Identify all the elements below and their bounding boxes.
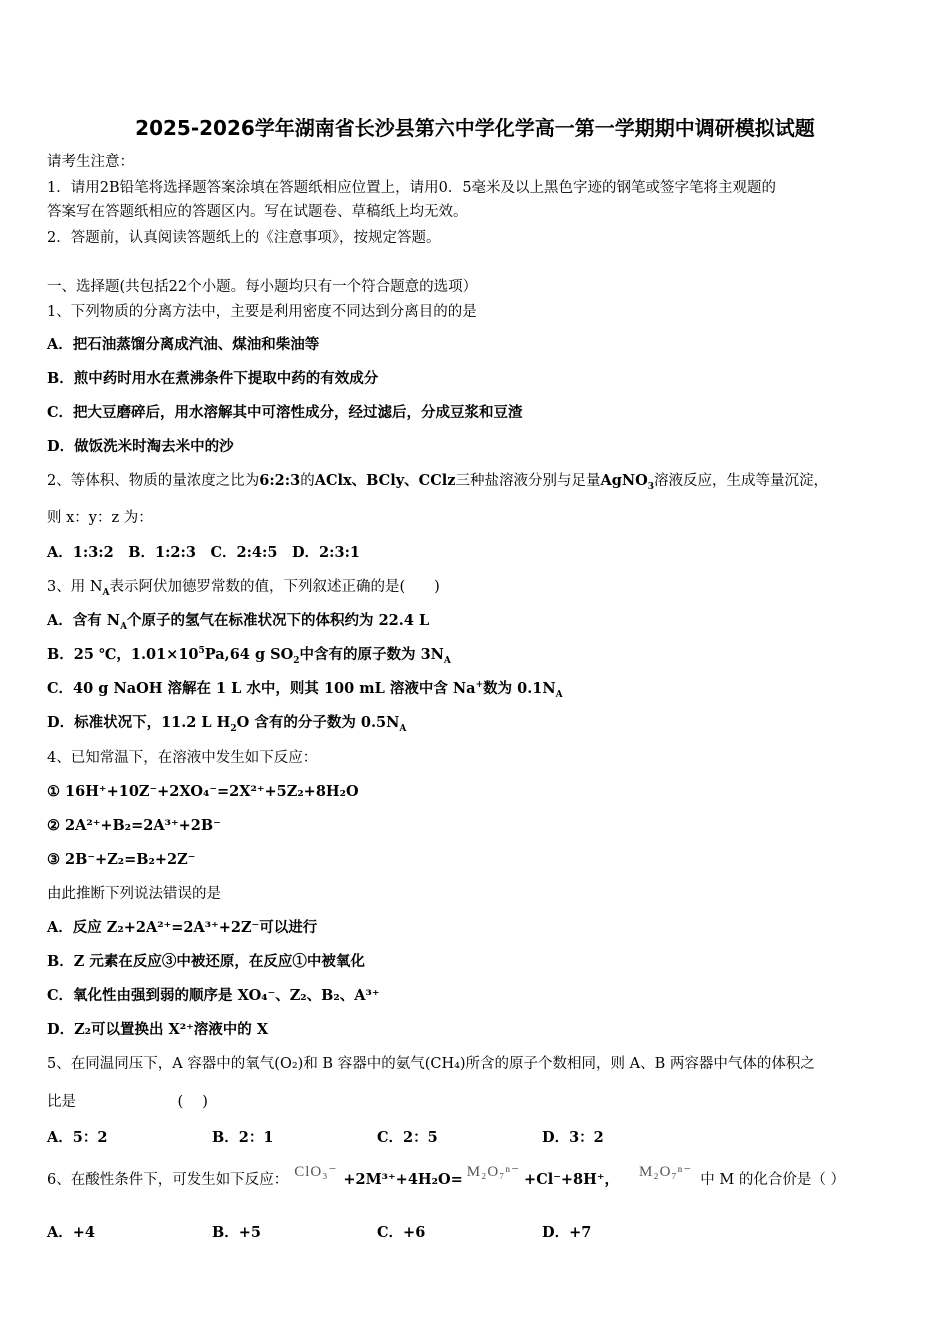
q3-c-sup: +: [475, 680, 484, 691]
q1-option-c: C．把大豆磨碎后，用水溶解其中可溶性成分，经过滤后，分成豆浆和豆渣: [47, 404, 523, 421]
q3-stem-b: 表示阿伏加德罗常数的值，下列叙述正确的是( ): [109, 579, 440, 595]
q5-option-a: A．5：2: [47, 1129, 108, 1146]
q6-option-c: C．+6: [377, 1224, 426, 1241]
q4-option-a: A．反应 Z₂+2A²⁺=2A³⁺+2Z⁻可以进行: [47, 919, 318, 936]
q2-stem: 2、等体积、物质的量浓度之比为6:2:3的AClx、BCly、CClz三种盐溶液分别与足量AgNO$_3$溶液反应，生成等量沉淀，: [47, 472, 829, 492]
q4-stem: 4、已知常温下，在溶液中发生如下反应：: [47, 750, 318, 766]
q6-stem: [47, 1164, 845, 1190]
q4-reaction-2: ② 2A²⁺+B₂=2A³⁺+2B⁻: [47, 817, 221, 834]
notice-line-2: 答案写在答题纸相应的答题区内。写在试题卷、草稿纸上均无效。: [47, 204, 468, 220]
q3-b2: Pa,64 g SO: [204, 646, 294, 663]
q2-stem-2: 则 x：y：z 为：: [47, 510, 153, 526]
q5-option-c: C．2：5: [377, 1129, 438, 1146]
q4-ask: 由此推断下列说法错误的是: [47, 886, 221, 902]
q6-tail: +Cl⁻+8H⁺，: [524, 1171, 619, 1188]
q1-option-b: B．煎中药时用水在煮沸条件下提取中药的有效成分: [47, 370, 379, 387]
q3-b-sub2: 2: [293, 655, 300, 666]
q4-reaction-1: ① 16H⁺+10Z⁻+2XO₄⁻=2X²⁺+5Z₂+8H₂O: [47, 783, 359, 800]
q6-mid: +2M³⁺+4H₂O=: [343, 1171, 463, 1188]
q4-reaction-3: ③ 2B⁻+Z₂=B₂+2Z⁻: [47, 851, 196, 868]
q3-a2: 个原子的氢气在标准状况下的体积约为 22.4 L: [127, 612, 430, 629]
q1-option-d: D．做饭洗米时淘去米中的沙: [47, 438, 234, 455]
q2-salts: AClx、BCly、CClz: [314, 472, 456, 489]
q3-c1: C．40 g NaOH 溶解在 1 L 水中，则其 100 mL 溶液中含 Na: [47, 680, 476, 697]
q4-option-d: D．Z₂可以置换出 X²⁺溶液中的 X: [47, 1021, 269, 1038]
q6-m2o7-formula-2: M₂O₇ⁿ⁻: [639, 1164, 693, 1180]
q3-option-d: [47, 713, 406, 733]
q3-d2: O 含有的分子数为 0.5N: [236, 714, 400, 731]
q6-m2o7-formula: M₂O₇ⁿ⁻: [466, 1164, 521, 1180]
q3-b1: B．25 ℃，1.01×10: [47, 646, 199, 663]
q6-ask: 中 M 的化合价是（ ）: [700, 1172, 845, 1188]
q3-d-sub2: 2: [230, 723, 237, 734]
q3-a1: A．含有 N: [47, 612, 121, 629]
q3-d-suba: A: [399, 723, 407, 734]
q3-b-suba: A: [443, 655, 451, 666]
q1-stem: 1、下列物质的分离方法中，主要是利用密度不同达到分离目的的是: [47, 304, 477, 320]
section-heading: 一、选择题(共包括22个小题。每小题均只有一个符合题意的选项）: [47, 279, 478, 295]
q3-c2: 数为 0.1N: [483, 680, 556, 697]
q5-option-b: B．2：1: [212, 1129, 274, 1146]
q3-a-sub: A: [120, 621, 128, 632]
q6-option-d: D．+7: [542, 1224, 592, 1241]
q4-option-c: C．氧化性由强到弱的顺序是 XO₄⁻、Z₂、B₂、A³⁺: [47, 987, 380, 1004]
q1-option-a: A．把石油蒸馏分离成汽油、煤油和柴油等: [47, 336, 320, 353]
q2-stem-c: 三种盐溶液分别与足量: [455, 473, 601, 489]
q3-b3: 中含有的原子数为 3N: [299, 646, 444, 663]
q2-agno: AgNO: [600, 472, 648, 489]
q2-stem-a: 2、等体积、物质的量浓度之比为: [47, 473, 260, 489]
q3-stem: [47, 577, 440, 597]
q3-c-sub: A: [555, 689, 563, 700]
notice-heading: 请考生注意：: [47, 154, 134, 170]
page-title: 2025-2026学年湖南省长沙县第六中学化学高一第一学期期中调研模拟试题: [135, 116, 815, 140]
q2-stem-d: 溶液反应，生成等量沉淀，: [654, 473, 829, 489]
q3-d1: D．标准状况下，11.2 L H: [47, 714, 231, 731]
q5-stem: 5、在同温同压下，A 容器中的氧气(O₂)和 B 容器中的氨气(CH₄)所含的原子个数相同，则 A、B 两容器中气体的体积之: [47, 1056, 815, 1072]
notice-line-3: 2．答题前，认真阅读答题纸上的《注意事项》，按规定答题。: [47, 230, 441, 246]
q5-option-d: D．3：2: [542, 1129, 604, 1146]
q3-option-a: [47, 611, 429, 631]
q2-options: A．1:3:2 B．1:2:3 C．2:4:5 D．2:3:1: [47, 544, 361, 561]
q3-option-b: [47, 645, 451, 665]
q3-stem-a: 3、用 N: [47, 579, 103, 595]
q6-stem-a: 6、在酸性条件下，可发生如下反应：: [47, 1172, 289, 1188]
q3-b-sup: 5: [198, 646, 205, 657]
q6-option-a: A．+4: [47, 1224, 95, 1241]
q2-stem-b: 的: [300, 473, 315, 489]
q4-option-b: B．Z 元素在反应③中被还原，在反应①中被氧化: [47, 953, 365, 970]
q2-ratio: 6:2:3: [259, 472, 301, 489]
q3-option-c: [47, 679, 563, 699]
q6-option-b: B．+5: [212, 1224, 261, 1241]
q5-stem-2: 比是 ( ): [47, 1094, 208, 1110]
notice-line-1: 1．请用2B铅笔将选择题答案涂填在答题纸相应位置上，请用0．5毫米及以上黑色字迹的钢笔或签字笔将主观题的: [47, 180, 777, 196]
q6-clo3-formula: ClO₃⁻: [294, 1164, 338, 1180]
q3-sub-a: A: [102, 587, 110, 598]
